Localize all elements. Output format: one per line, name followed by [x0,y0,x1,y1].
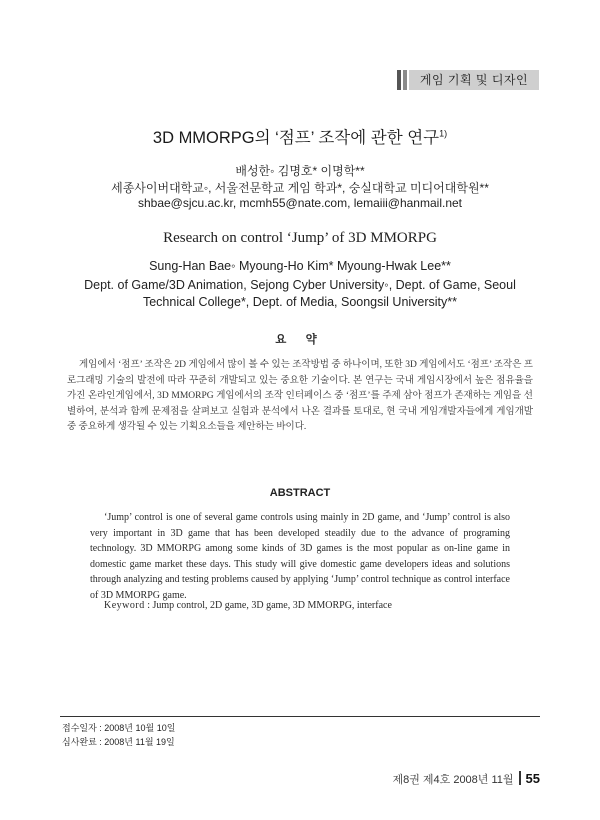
authors-english: Sung-Han Bae◦ Myoung-Ho Kim* Myoung-Hwak Lee** [149,259,451,273]
abstract-english-heading: ABSTRACT [269,487,331,499]
page-footer [392,770,540,788]
paper-title-english: Research on control ‘Jump’ of 3D MMORPG [163,230,437,246]
section-tag-label: 게임 기획 및 디자인 [409,70,539,90]
affiliations-english: Dept. of Game/3D Animation, Sejong Cyber University◦, Dept. of Game, Seoul Technical College*, Dept. of Media, Soongsil University** [84,278,516,309]
paper-title [0,124,600,148]
author-emails: shbae@sjcu.ac.kr, mcmh55@nate.com, lemaiii@hanmail.net [137,196,462,210]
page-number: 55 [525,771,540,786]
received-date: 접수일자 : 2008년 10월 10일 [62,723,176,733]
section-tag-bar-dark [397,70,401,90]
authors-korean: 배성한◦ 김명호* 이명학** [235,164,365,178]
abstract-english: ‘Jump’ control is one of several game controls using mainly in 2D game, and ‘Jump’ control is also very important in 3D game that has been developed steadily due to the advance of programing technology. 3D MMORPG among some kinds of 3D games is the most popular as on-line game in domestic game market these days. This study will give domestic game developers ideas and solutions through analyzing and testing problems caused by applying ‘Jump’ control technique as control interface of 3D MMORPG game. [90,512,510,601]
keywords-label: Keyword [104,600,145,611]
keywords-list: : Jump control, 2D game, 3D game, 3D MMORPG, interface [147,600,392,611]
section-tag [397,70,539,90]
abstract-korean-heading: 요 약 [275,334,325,346]
accepted-date: 심사완료 : 2008년 11월 19일 [62,737,175,747]
section-tag-bar-light [403,70,407,90]
title-footnote-mark: 1) [439,128,448,139]
keywords [104,600,524,611]
footnote-divider [60,716,540,717]
submission-dates [62,721,175,749]
paper-title-text: 3D MMORPG의 ‘점프’ 조작에 관한 연구 [152,129,440,147]
affiliations-korean: 세종사이버대학교◦, 서울전문학교 게임 학과*, 숭실대학교 미디어대학원** [111,181,489,195]
abstract-korean: 게임에서 ‘점프’ 조작은 2D 게임에서 많이 볼 수 있는 조작방법 중 하나이며, 또한 3D 게임에서도 ‘점프’ 조작은 프로그래밍 기술의 발전에 따라 꾸준히 개발되고 있는 중요한 기술이다. 본 연구는 국내 게임시장에서 높은 점유율을 가진 온라인게임에서, 3D MMORPG 게임에서의 조작 인터페이스 중 ‘점프’를 주제 삼아 점프가 존재하는 게임을 선별하여, 분석과 함께 문제점을 살펴보고 실험과 분석에서 나온 결과를 토대로, 현 국내 게임개발자들에게 게임개발 중 중요하게 생각될 수 있는 기획요소들을 제안하는 바이다. [67,360,533,432]
footer-separator [519,771,521,785]
section-tag-bars [397,70,409,90]
journal-issue: 제8권 제4호 2008년 11월 [392,774,514,786]
